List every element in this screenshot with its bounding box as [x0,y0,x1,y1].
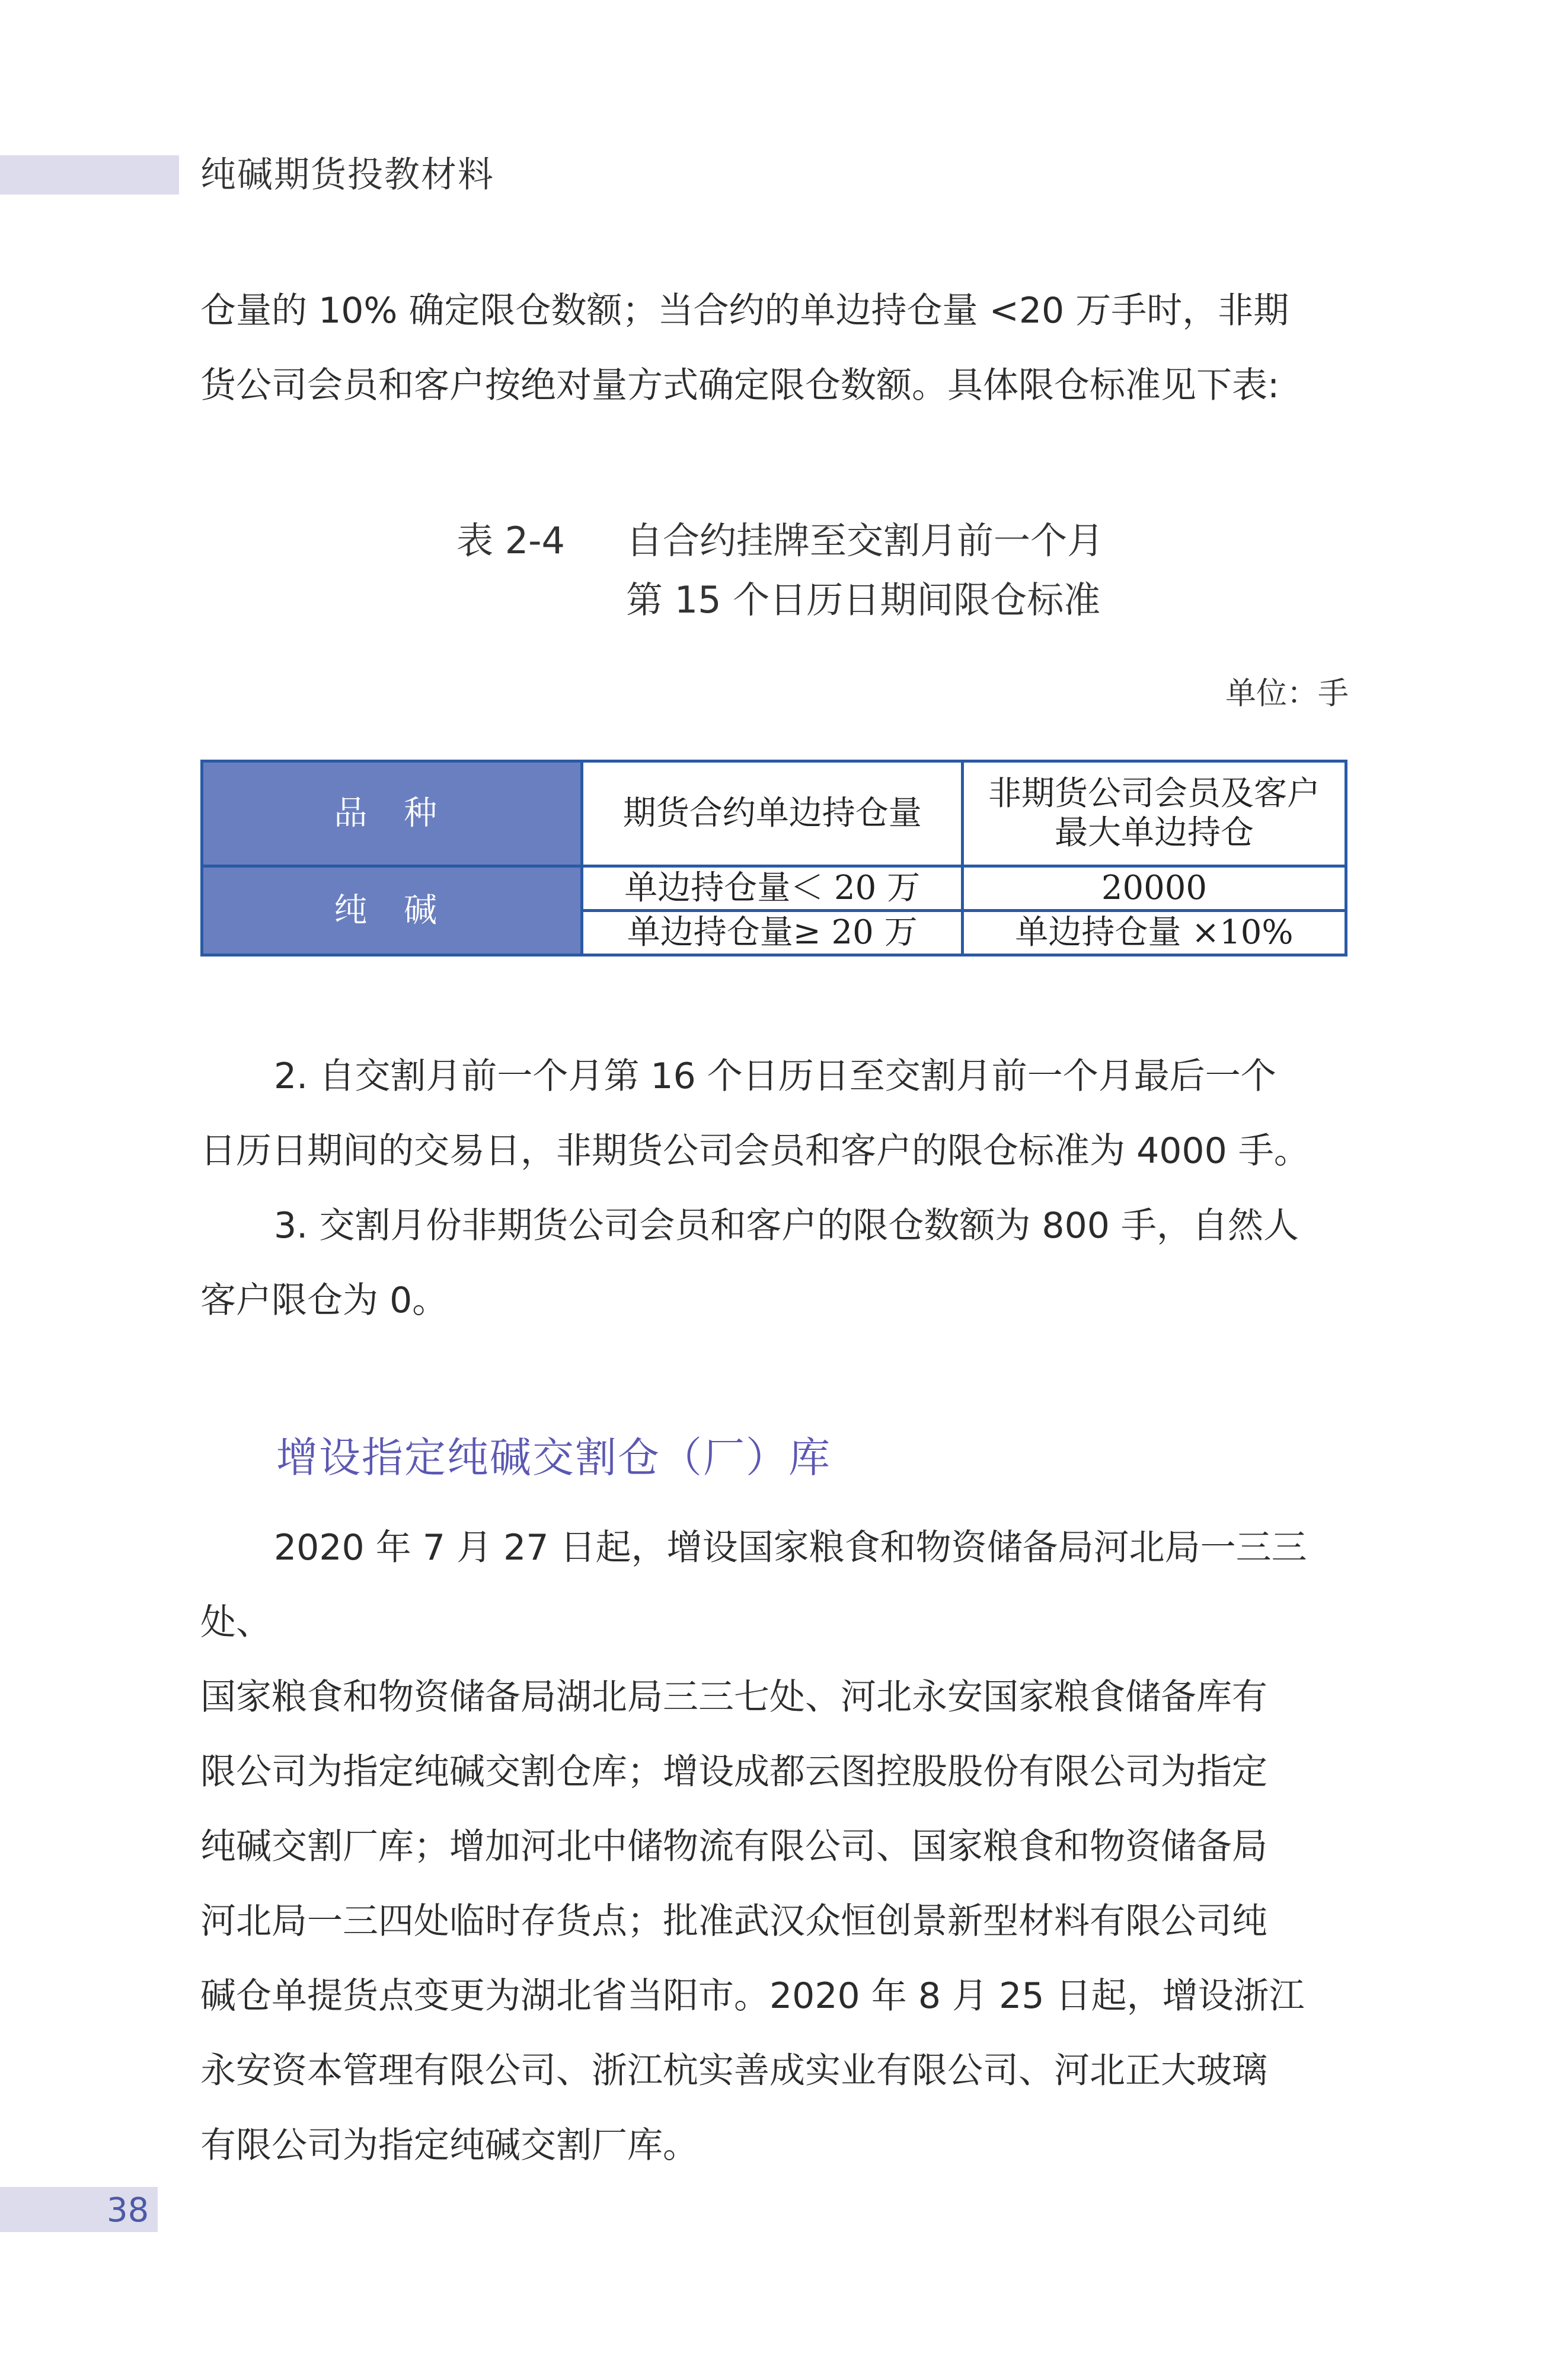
body-line: 碱仓单提货点变更为湖北省当阳市。2020 年 8 月 25 日起，增设浙江 [200,1975,1305,2017]
rule-3-line-2: 客户限仓为 0。 [200,1280,448,1321]
header-product: 品 种 [202,761,582,866]
table-row [202,866,1346,911]
header-max-limit [962,761,1346,866]
rule-2-line-2: 日历日期间的交易日，非期货公司会员和客户的限仓标准为 4000 手。 [200,1130,1310,1172]
body-line: 有限公司为指定纯碱交割厂库。 [200,2125,698,2166]
rule-3-line-1: 3. 交割月份非期货公司会员和客户的限仓数额为 800 手，自然人 [274,1205,1299,1246]
body-line: 国家粮食和物资储备局湖北局三三七处、河北永安国家粮食储备库有 [200,1676,1267,1718]
table-label: 表 2-4 [456,519,565,562]
intro-line-1: 仓量的 10% 确定限仓数额；当合约的单边持仓量 <20 万手时，非期 [200,290,1289,331]
header-accent-bar [0,155,179,195]
section-body [200,1510,1350,2183]
product-cell: 纯 碱 [202,866,582,955]
intro-paragraph [200,273,1350,423]
body-line: 河北局一三四处临时存货点；批准武汉众恒创景新型材料有限公司纯 [200,1901,1267,1942]
table-title-line-1: 自合约挂牌至交割月前一个月 [626,519,1104,562]
page-number: 38 [107,2191,149,2230]
running-header: 纯碱期货投教材料 [200,154,494,196]
header-holding: 期货合约单边持仓量 [582,761,962,866]
header-max-limit-line-2: 最大单边持仓 [1054,814,1254,852]
body-line: 永安资本管理有限公司、浙江杭实善成实业有限公司、河北正大玻璃 [200,2050,1267,2091]
rule-paragraph-3 [200,1188,1350,1338]
holding-cell: 单边持仓量＜ 20 万 [582,866,962,911]
body-line: 限公司为指定纯碱交割仓库；增设成都云图控股股份有限公司为指定 [200,1751,1267,1793]
table-title-line-2: 第 15 个日历日期间限仓标准 [626,578,1101,621]
header-max-limit-line-1: 非期货公司会员及客户 [988,774,1320,813]
rule-2-line-1: 2. 自交割月前一个月第 16 个日历日至交割月前一个月最后一个 [274,1056,1276,1097]
intro-line-2: 货公司会员和客户按绝对量方式确定限仓数额。具体限仓标准见下表: [200,365,1280,406]
table-unit: 单位：手 [1225,676,1349,712]
section-heading: 增设指定纯碱交割仓（厂）库 [276,1433,831,1482]
rule-paragraph-2 [200,1039,1350,1188]
limit-cell: 单边持仓量 ×10% [962,911,1346,955]
limit-cell: 20000 [962,866,1346,911]
body-line: 2020 年 7 月 27 日起，增设国家粮食和物资储备局河北局一三三处、 [200,1527,1307,1643]
body-line: 纯碱交割厂库；增加河北中储物流有限公司、国家粮食和物资储备局 [200,1826,1267,1867]
table-title [626,511,1104,630]
holding-cell: 单边持仓量≥ 20 万 [582,911,962,955]
table-header-row [202,761,1346,866]
position-limit-table [200,760,1347,956]
